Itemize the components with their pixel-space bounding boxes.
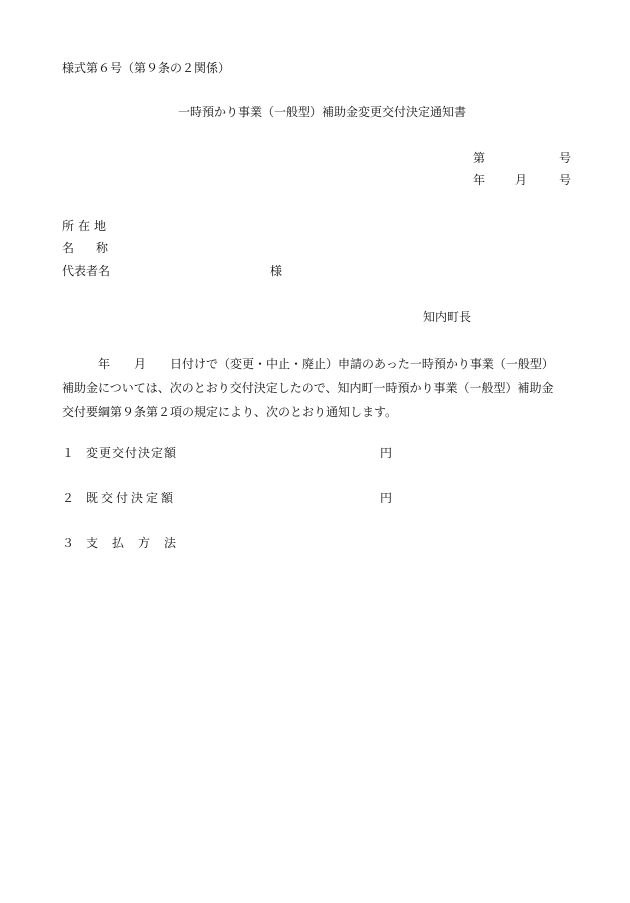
recipient-representative-label: 代表者名 (62, 264, 111, 278)
body-line: 年 月 日付けで（変更・中止・廃止）申請のあった一時預かり事業（一般型） (98, 357, 554, 371)
document-number-suffix: 号 (559, 151, 572, 165)
item-number: ２ (62, 491, 75, 505)
recipient-honorific: 様 (270, 264, 283, 278)
item-label: 変更交付決定額 (86, 446, 178, 460)
item-payment-method (62, 536, 190, 550)
item-number: ３ (62, 536, 75, 550)
date-day-label: 号 (559, 173, 572, 187)
item-label: 既交付決定額 (86, 491, 177, 505)
date-month-label: 月 (515, 173, 528, 187)
recipient-name-label: 名称 (62, 241, 131, 255)
sender-name: 知内町長 (423, 310, 472, 324)
recipient-address-label: 所在地 (62, 219, 111, 233)
body-line: 補助金については、次のとおり交付決定したので、知内町一時預かり事業（一般型）補助金 (62, 381, 554, 395)
document-number-prefix: 第 (473, 151, 486, 165)
body-paragraph (62, 352, 574, 424)
form-label: 様式第６号（第９条の２関係） (62, 61, 231, 75)
body-line: 交付要綱第９条第２項の規定により、次のとおり通知します。 (62, 405, 398, 419)
item-label: 支払方法 (86, 536, 191, 550)
item-unit: 円 (380, 446, 393, 460)
document-title: 一時預かり事業（一般型）補助金変更交付決定通知書 (177, 105, 466, 119)
date-year-label: 年 (473, 173, 486, 187)
item-change-amount (62, 446, 393, 460)
item-unit: 円 (380, 491, 393, 505)
item-existing-amount (62, 491, 393, 505)
item-number: １ (62, 446, 75, 460)
